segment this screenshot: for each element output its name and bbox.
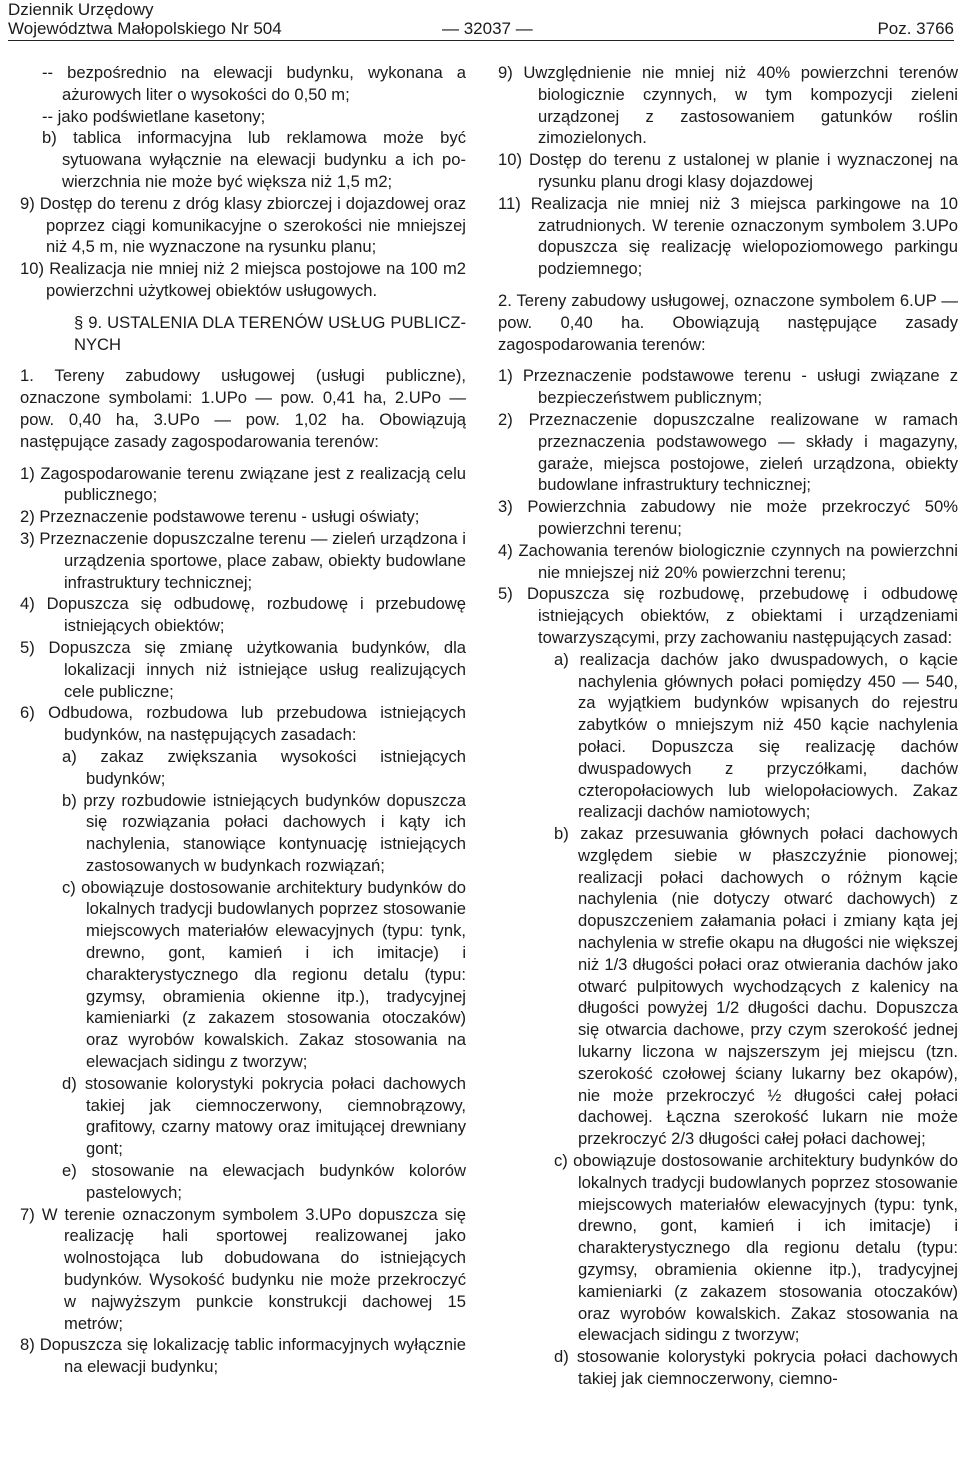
paragraph: 10) Dostęp do terenu z ustalonej w planie i wyznaczonej na rysunku planu drogi klasy dojazdowej xyxy=(498,150,958,191)
voivodeship-issue: Województwa Małopolskiego Nr 504 xyxy=(8,19,282,38)
paragraph-gap xyxy=(20,302,466,312)
paragraph: 2) Przeznaczenie podstawowe terenu - usługi oświaty; xyxy=(20,507,420,527)
paragraph: 7) W terenie oznaczonym symbolem 3.UPo dopuszcza się realizację hali sportowej realizowanej jako wolnostojąca lub dobudowana do istniejących budynków. Wysokość budynku nie może przekroczyć w najwyższym punkcie konstrukcji dachowej 15 metrów; xyxy=(20,1204,466,1333)
position-number: Poz. 3766 xyxy=(877,19,954,38)
paragraph: -- bezpośrednio na elewacji budynku, wykonana a ażurowych liter o wysokości do 0,50 m; xyxy=(42,63,466,104)
paragraph: 9) Uwzględnienie nie mniej niż 40% powierzchni terenów biologicznie czynnych, w tym kompozycji zieleni urządzonej z zastosowaniem gatunków roślin zimozielonych. xyxy=(498,63,958,148)
paragraph: 1) Zagospodarowanie terenu związane jest z realizacją celu publicznego; xyxy=(20,463,466,505)
paragraph: a) realizacja dachów jako dwuspadowych, o kącie nachylenia głównych połaci pomiędzy 450 — 540, za wyjątkiem budynków wpisanych do rejestru zabytków o mniejszym niż 450 kącie nachylenia połaci. Dopuszcza się realizację dachów dwuspadowych z przyczółkami, dachów czteropołaciowych lub wielopołaciowych. Zakaz realizacji dachów namiotowych; xyxy=(554,649,958,822)
journal-title: Dziennik Urzędowy xyxy=(8,0,154,19)
paragraph: 5) Dopuszcza się rozbudowę, przebudowę i odbudowę istniejących obiektów, z obiektami i urządzeniami towarzyszącymi, przy zachowaniu następujących zasad: xyxy=(498,584,958,647)
paragraph: 5) Dopuszcza się zmianę użytkowania budynków, dla lokalizacji innych niż istniejące usług realizujących cele publiczne; xyxy=(20,637,466,701)
paragraph: c) obowiązuje dostosowanie architektury budynków do lokalnych tradycji budowlanych poprzez stosowanie miejscowych materiałów elewacyjnych (typu: tynk, drewno, gont, kamień i ich imitacje) i charakterystycznego dla regionu detalu (typu: gzymsy, obramienia okienne itp.), tradycyjnej kamieniarki (z zakazem stosowania otoczaków) oraz wyrobów kowalskich. Zakaz stosowania na elewacjach sidingu z tworzyw; xyxy=(554,1151,958,1345)
right-column xyxy=(498,62,958,1390)
paragraph: 4) Dopuszcza się odbudowę, rozbudowę i przebudowę istniejących obiektów; xyxy=(20,594,466,636)
paragraph: 10) Realizacja nie mniej niż 2 miejsca postojowe na 100 m2 powierzchni użytkowej obiektów usługowych. xyxy=(20,259,466,300)
paragraph: 2. Tereny zabudowy usługowej, oznaczone symbolem 6.UP — pow. 0,40 ha. Obowiązują następujące zasady zagospodarowania terenów: xyxy=(498,290,958,354)
paragraph: b) zakaz przesuwania głównych połaci dachowych względem siebie w płaszczyźnie pionowej; realizacji połaci dachowych o różnym kącie nachylenia (nie dotyczy otwarć dachowych) z dopuszczeniem załamania połaci i zmiany kąta jej nachylenia w strefie okapu na długości nie większej niż 1/3 długości połaci oraz otwierania dachów jako otwarć pulpitowych wychodzących z kalenicy na długości powyżej 1/2 długości dachu. Dopuszcza się otwarcia dachowe, przy czym szerokość jednej lukarny liczona w najszerszym jej miejscu (tzn. szerokość czołowej ściany lukarny bez okapów), nie może przekroczyć ½ długości całej połaci dachowej. Łączna szerokość lukarn nie może przekroczyć 2/3 długości całej połaci dachowej; xyxy=(554,824,958,1149)
paragraph: b) przy rozbudowie istniejących budynków dopuszcza się rozwiązania połaci dachowych i kąty ich nachylenia, stanowiące kontynuację istniejących zastosowanych w budynkach rozwiązań; xyxy=(62,790,466,875)
paragraph: 6) Odbudowa, rozbudowa lub przebudowa istniejących budynków, na następujących zasadach: xyxy=(20,703,466,745)
page-number: — 32037 — xyxy=(442,19,533,38)
paragraph: 9) Dostęp do terenu z dróg klasy zbiorczej i dojazdowej oraz poprzez ciągi komunikacyjne o szerokości nie mniejszej niż 4,5 m, nie wyznaczone na rysunku planu; xyxy=(20,193,466,257)
paragraph: 1) Przeznaczenie podstawowe terenu - usługi związane z bezpieczeństwem publicznym; xyxy=(498,366,958,408)
paragraph: -- jako podświetlane kasetony; xyxy=(42,106,266,126)
paragraph-gap xyxy=(498,355,958,365)
paragraph: d) stosowanie kolorystyki pokrycia połaci dachowych takiej jak ciemnoczerwony, ciemnobrązowy, grafitowy, czarny matowy oraz imitującej drewniany gont; xyxy=(62,1073,466,1159)
header-rule xyxy=(8,40,954,41)
paragraph: 11) Realizacja nie mniej niż 3 miejsca parkingowe na 10 zatrudnionych. W terenie oznaczonym symbolem 3.UPo dopuszcza się realizację wielopoziomowego parkingu podziemnego; xyxy=(498,193,958,279)
left-column xyxy=(20,62,466,1378)
section-heading: § 9. USTALENIA DLA TERENÓW USŁUG PUBLICZ-NYCH xyxy=(74,312,466,354)
paragraph: 4) Zachowania terenów biologicznie czynnych na powierzchni nie mniejszej niż 20% powierzchni terenu; xyxy=(498,540,958,582)
paragraph: a) zakaz zwiększania wysokości istniejących budynków; xyxy=(62,746,466,788)
paragraph: b) tablica informacyjna lub reklamowa może być sytuowana wyłącznie na elewacji budynku a ich po-wierzchnia nie może być większa niż 1,5 m2; xyxy=(42,128,466,191)
paragraph: 8) Dopuszcza się lokalizację tablic informacyjnych wyłącznie na elewacji budynku; xyxy=(20,1335,466,1377)
paragraph: c) obowiązuje dostosowanie architektury budynków do lokalnych tradycji budowlanych poprzez stosowanie miejscowych materiałów elewacyjnych (typu: tynk, drewno, gont, kamień i ich imitacje) i charakterystycznego dla regionu detalu (typu: gzymsy, obramienia okienne itp.), tradycyjnej kamieniarki (z zakazem stosowania otoczaków) oraz wyrobów kowalskich. Zakaz stosowania na elewacjach sidingu z tworzyw; xyxy=(62,877,466,1072)
paragraph: e) stosowanie na elewacjach budynków kolorów pastelowych; xyxy=(62,1161,466,1202)
page-header xyxy=(8,0,954,40)
paragraph: 3) Przeznaczenie dopuszczalne terenu — zieleń urządzona i urządzenia sportowe, place zabaw, obiekty budowlane infrastruktury technicznej; xyxy=(20,528,466,592)
paragraph-gap xyxy=(20,453,466,463)
paragraph: 3) Powierzchnia zabudowy nie może przekroczyć 50% powierzchni terenu; xyxy=(498,497,958,538)
paragraph-gap xyxy=(20,355,466,365)
paragraph: 2) Przeznaczenie dopuszczalne realizowane w ramach przeznaczenia podstawowego — składy i magazyny, garaże, miejsca postojowe, zieleń urządzona, obiekty budowlane infrastruktury technicznej; xyxy=(498,409,958,495)
paragraph: 1. Tereny zabudowy usługowej (usługi publiczne), oznaczone symbolami: 1.UPo — pow. 0,41 ha, 2.UPo — pow. 0,40 ha, 3.UPo — pow. 1,02 ha. Obowiązują następujące zasady zagospodarowania terenów: xyxy=(20,366,466,451)
paragraph: d) stosowanie kolorystyki pokrycia połaci dachowych takiej jak ciemnoczerwony, ciemno- xyxy=(554,1347,958,1389)
paragraph-gap xyxy=(498,280,958,290)
